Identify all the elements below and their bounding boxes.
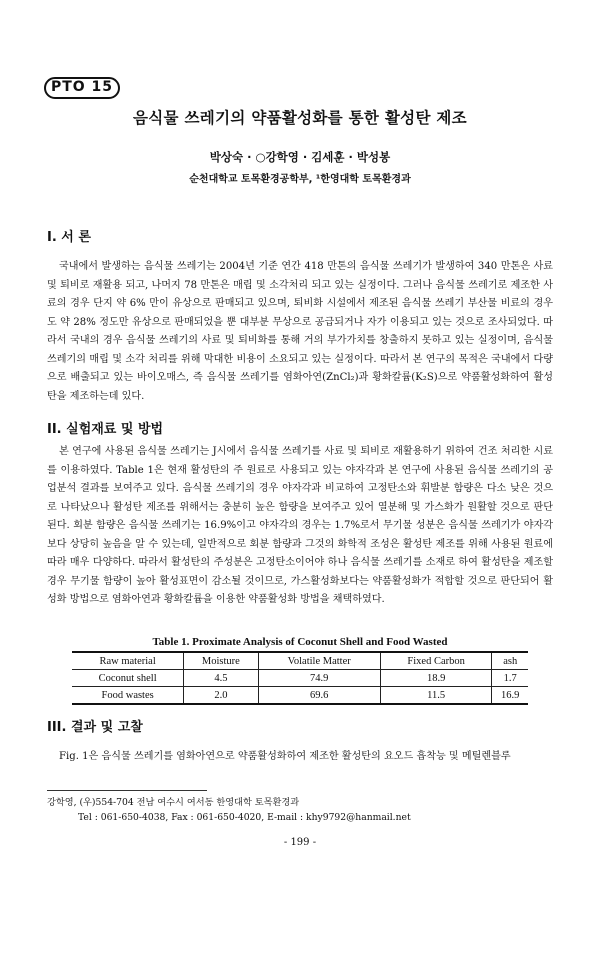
results-paragraph: Fig. 1은 음식물 쓰레기를 염화아연으로 약품활성화하여 제조한 활성탄의 요오드 흡착능 및 메틸렌블루 bbox=[59, 751, 511, 762]
session-badge: PTO 15 bbox=[44, 77, 120, 99]
table-header-row bbox=[72, 652, 528, 670]
table-cell: Food wastes bbox=[101, 689, 154, 701]
table-cell: 1.7 bbox=[492, 670, 528, 687]
column-header: ash bbox=[492, 652, 528, 670]
proximate-analysis-table bbox=[72, 651, 528, 705]
affiliation: 순천대학교 토목환경공학부, ¹한영대학 토목환경과 bbox=[189, 174, 411, 185]
table-row bbox=[72, 687, 528, 705]
author-list: 박상숙 · ○강학영 · 김세훈 · 박성봉 bbox=[209, 150, 391, 164]
table-caption: Table 1. Proximate Analysis of Coconut Shell and Food Wasted bbox=[152, 636, 448, 648]
section-heading-results: III. 결과 및 고찰 bbox=[47, 720, 143, 735]
table-cell: 16.9 bbox=[492, 687, 528, 705]
column-header: Volatile Matter bbox=[258, 652, 380, 670]
methods-paragraph: 본 연구에 사용된 음식물 쓰레기는 J시에서 음식물 쓰레기를 사료 및 퇴비로 재활용하기 위하여 건조 처리한 시료를 이용하였다. Table 1은 현재 활성탄의 주 원료로 사용되고 있는 야자각과 본 연구에 사용된 음식물 쓰레기의 공업분석 결과를 보여주고 있다. 음식물 쓰레기의 경우 야자각과 비교하여 고정탄소와 휘발분 함량은 다소 낮은 것으로 나타났으나 활성탄 제조를 위해서는 충분히 높은 함량을 보여주고 있어 열분해 및 가스화가 원활할 것으로 판단된다. 회분 함량은 음식물 쓰레기는 16.9%이고 야자각의 경우는 1.7%로서 무기물 성분은 음식물 쓰레기가 야자각보다 상당히 높음을 알 수 있는데, 일반적으로 회분 함량과 그것의 화학적 조성은 활성탄 제조를 위해 사용된 원료에 따라 매우 다양하다. 따라서 활성탄의 주성분은 고정탄소이어야 하나 음식물 쓰레기를 소재로 하여 활성탄을 제조할 경우 무기물 함량이 높아 활성표면이 감소될 것이므로, 가스활성화보다는 약품활성화가 적합할 것으로 판단되어 활성화 방법으로 염화아연과 황화칼륨을 이용한 약품활성화 방법을 채택하였다. bbox=[47, 446, 553, 605]
column-header: Raw material bbox=[99, 655, 156, 667]
introduction-paragraph: 국내에서 발생하는 음식물 쓰레기는 2004년 기준 연간 418 만톤의 음식물 쓰레기가 발생하여 340 만톤은 사료 및 퇴비로 재활용 되고, 나머지 78 만톤은 매립 및 소각처리 되고 있는 실정이다. 그러나 음식물 쓰레기로 제조한 사료의 경우 단지 약 6% 만이 유상으로 판매되고 있으며, 퇴비화 시설에서 제조된 음식물 쓰레기 부산물 비료의 경우도 약 28% 정도만 유상으로 판매되었을 뿐 대부분 무상으로 공급되거나 자가 이용되고 있는 것으로 조사되었다. 따라서 국내의 경우 음식물 쓰레기의 사료 및 퇴비화를 통해 거의 부가가치를 창출하지 못하고 있는 실정이며, 음식물 쓰레기의 매립 및 소각 처리를 위해 막대한 비용이 소요되고 있는 실정이다. 따라서 본 연구의 목적은 국내에서 다량으로 배출되고 있는 바이오매스, 즉 음식물 쓰레기를 염화아연(ZnCl₂)과 황화칼륨(K₂S)으로 약품활성화하여 활성탄을 제조하는데 있다. bbox=[47, 261, 553, 402]
column-header: Moisture bbox=[184, 652, 258, 670]
section-heading-methods: II. 실험재료 및 방법 bbox=[47, 422, 164, 437]
footnote-divider bbox=[47, 790, 207, 791]
page-number: - 199 - bbox=[283, 837, 317, 848]
table-row bbox=[72, 670, 528, 687]
table-cell: 74.9 bbox=[258, 670, 380, 687]
footnote-contact: Tel : 061-650-4038, Fax : 061-650-4020, E-mail : khy9792@hanmail.net bbox=[78, 812, 411, 823]
table-cell: Coconut shell bbox=[72, 670, 184, 687]
table-cell: 18.9 bbox=[380, 670, 492, 687]
section-heading-introduction: I. 서 론 bbox=[47, 230, 91, 245]
table-cell: 69.6 bbox=[258, 687, 380, 705]
footnote-address: 강학영, (우)554-704 전남 여수시 여서동 한영대학 토목환경과 bbox=[47, 797, 300, 808]
table-cell: 11.5 bbox=[380, 687, 492, 705]
table-cell: 4.5 bbox=[184, 670, 258, 687]
table-cell: 2.0 bbox=[184, 687, 258, 705]
paper-title: 음식물 쓰레기의 약품활성화를 통한 활성탄 제조 bbox=[133, 109, 467, 127]
column-header: Fixed Carbon bbox=[380, 652, 492, 670]
